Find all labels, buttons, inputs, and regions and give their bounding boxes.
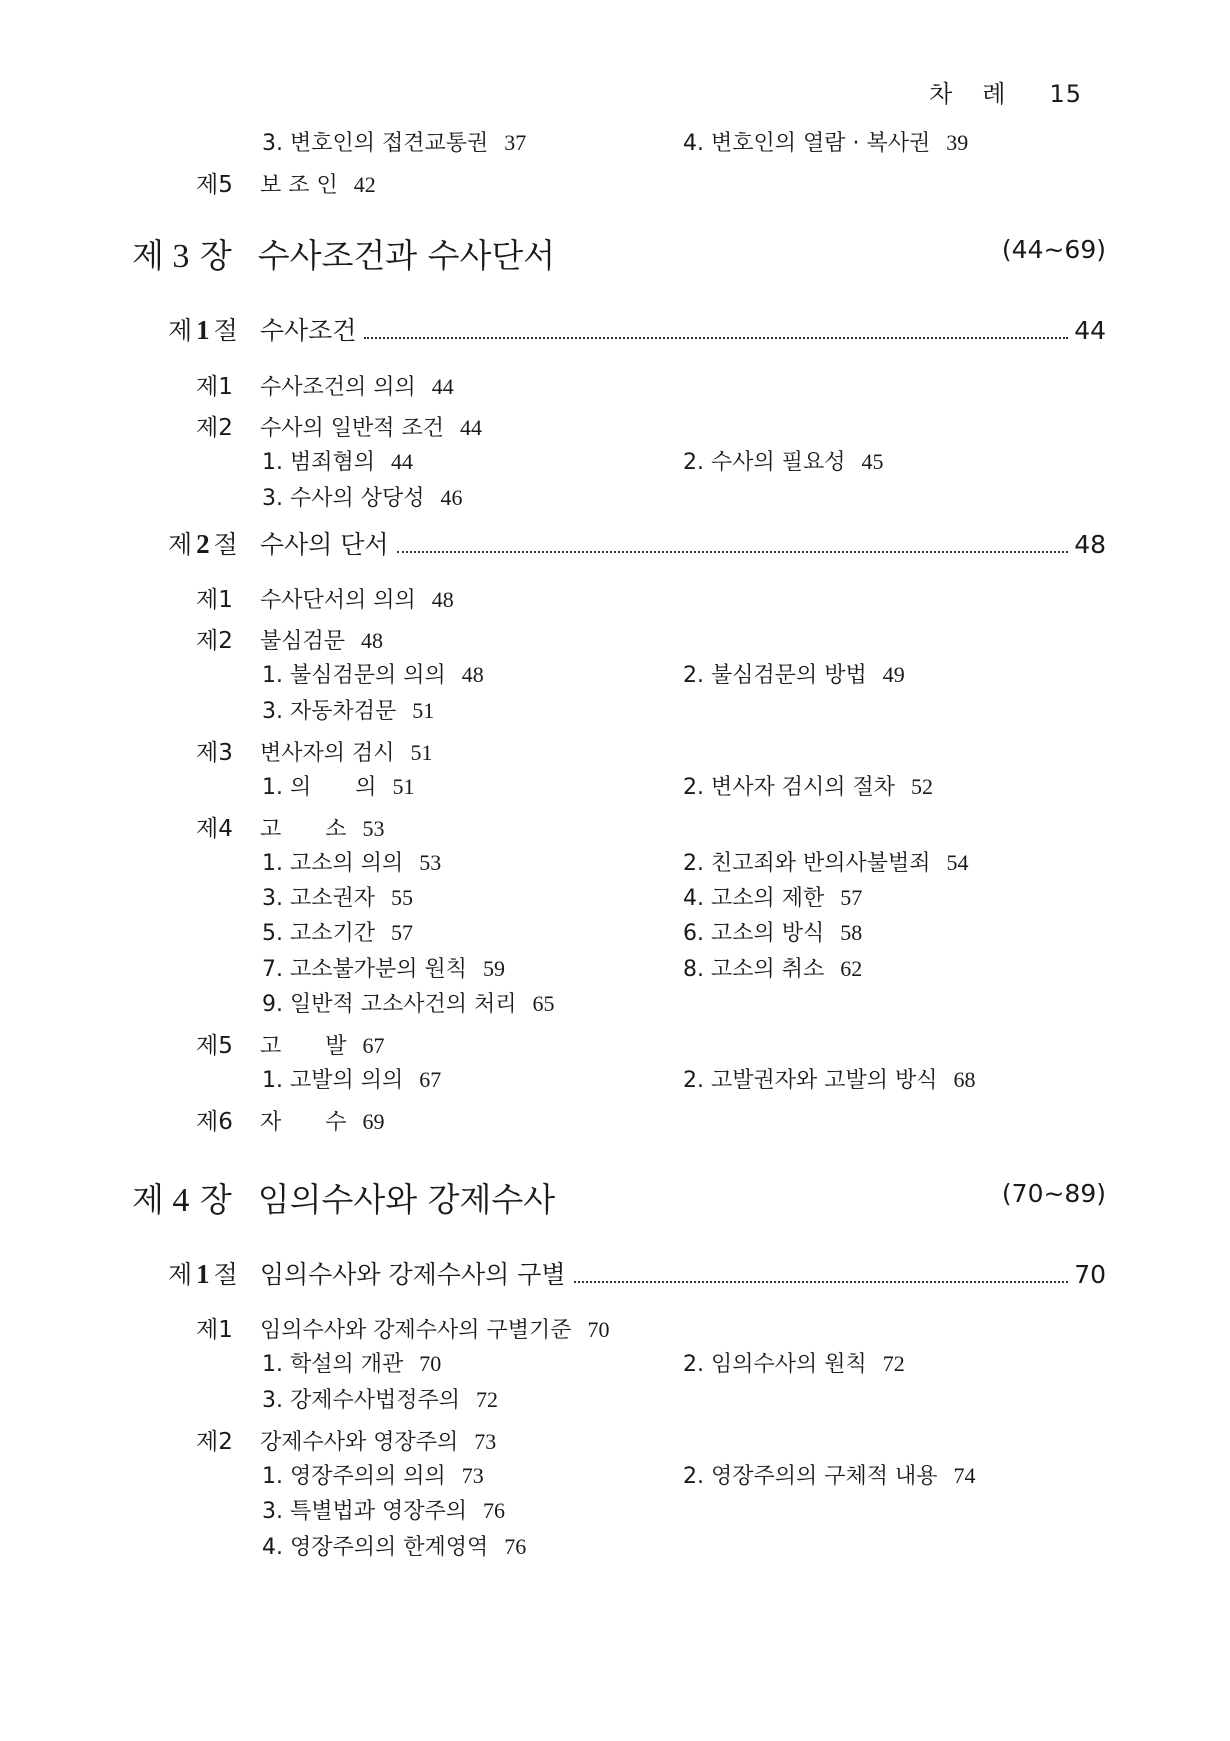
subitem-title: 3. 특별법과 영장주의: [262, 1499, 467, 1524]
section-label-suffix: 절: [213, 530, 238, 559]
section-label: [168, 1255, 238, 1291]
item-number: 제2: [196, 628, 233, 654]
toc-subitem[interactable]: [683, 881, 862, 912]
dot-leader: [397, 551, 1069, 553]
chapter-page-range: (70~89): [1001, 1179, 1106, 1208]
subitem-title: 3. 수사의 상당성: [262, 486, 425, 511]
section-heading[interactable]: [168, 311, 1106, 347]
subitem-page: 39: [946, 130, 969, 155]
subitem-page: 45: [861, 449, 884, 474]
subitem-page: 73: [461, 1463, 484, 1488]
toc-subitem[interactable]: [683, 770, 933, 801]
toc-subitem[interactable]: [683, 126, 968, 157]
section-label-suffix: 절: [213, 316, 238, 345]
subitem-title: 9. 일반적 고소사건의 처리: [262, 992, 517, 1017]
item-number: 제6: [196, 1109, 233, 1135]
subitem-title: 2. 임의수사의 원칙: [683, 1352, 867, 1377]
subitem-page: 51: [412, 698, 435, 723]
toc-item[interactable]: [196, 1103, 385, 1136]
toc-subitem[interactable]: [262, 846, 441, 877]
toc-subitem[interactable]: [262, 658, 484, 689]
subitem-title: 1. 영장주의의 의의: [262, 1464, 446, 1489]
toc-subitem[interactable]: [683, 952, 862, 983]
chapter-heading[interactable]: [132, 1174, 555, 1221]
toc-item[interactable]: [196, 810, 385, 843]
toc-subitem[interactable]: [262, 1530, 526, 1561]
section-title: 수사조건: [259, 316, 357, 345]
toc-subitem[interactable]: [262, 1063, 441, 1094]
item-number: 제2: [196, 415, 233, 441]
subitem-page: 62: [840, 956, 863, 981]
subitem-page: 49: [882, 662, 905, 687]
item-number: 제3: [196, 740, 233, 766]
section-page: 48: [1074, 530, 1106, 559]
subitem-title: 2. 변사자 검시의 절차: [683, 775, 895, 800]
toc-item[interactable]: [196, 1027, 385, 1060]
toc-item[interactable]: [196, 622, 383, 655]
subitem-page: 76: [483, 1498, 505, 1523]
subitem-title: 2. 영장주의의 구체적 내용: [683, 1464, 938, 1489]
toc-subitem[interactable]: [262, 1383, 498, 1414]
item-number: 제1: [196, 374, 233, 400]
toc-item[interactable]: [196, 1423, 496, 1456]
subitem-page: 67: [419, 1067, 442, 1092]
subitem-page: 44: [391, 449, 413, 474]
toc-subitem[interactable]: [262, 445, 413, 476]
subitem-title: 1. 불심검문의 의의: [262, 663, 446, 688]
chapter-title: 임의수사와 강제수사: [257, 1180, 556, 1219]
section-label-prefix: 제: [168, 530, 193, 559]
subitem-page: 53: [419, 850, 442, 875]
item-title: 수사의 일반적 조건: [260, 416, 445, 441]
item-number: 제5: [196, 1033, 233, 1059]
item-page: 48: [431, 587, 454, 612]
toc-subitem[interactable]: [262, 987, 555, 1018]
toc-item[interactable]: [196, 368, 454, 401]
toc-subitem[interactable]: [262, 770, 415, 801]
subitem-title: 1. 범죄혐의: [262, 450, 375, 475]
toc-item[interactable]: [196, 734, 433, 767]
item-number: 제2: [196, 1429, 233, 1455]
item-title: 수사단서의 의의: [260, 588, 416, 613]
subitem-page: 76: [504, 1534, 527, 1559]
subitem-title: 4. 고소의 제한: [683, 886, 825, 911]
subitem-title: 6. 고소의 방식: [683, 921, 825, 946]
item-number: 제1: [196, 587, 233, 613]
subitem-page: 57: [391, 920, 413, 945]
toc-subitem[interactable]: [683, 445, 884, 476]
section-label-prefix: 제: [168, 1260, 193, 1289]
subitem-page: 55: [391, 885, 413, 910]
subitem-title: 4. 변호인의 열람 · 복사권: [683, 131, 931, 156]
item-title: 변사자의 검시: [260, 741, 395, 766]
subitem-page: 51: [392, 774, 415, 799]
subitem-title: 1. 고발의 의의: [262, 1068, 404, 1093]
toc-subitem[interactable]: [262, 916, 413, 947]
subitem-page: 52: [911, 774, 933, 799]
subitem-title: 1. 학설의 개관: [262, 1352, 404, 1377]
item-page: 73: [474, 1429, 497, 1454]
toc-subitem[interactable]: [683, 916, 862, 947]
section-page: 70: [1074, 1260, 1106, 1289]
toc-item[interactable]: [196, 1311, 610, 1344]
toc-subitem[interactable]: [683, 1063, 976, 1094]
chapter-number: 3: [163, 238, 190, 275]
chapter-suffix: 장: [189, 1180, 232, 1219]
subitem-page: 37: [504, 130, 527, 155]
toc-subitem[interactable]: [262, 1494, 505, 1525]
item-number: 제1: [196, 1317, 233, 1343]
chapter-heading[interactable]: [132, 230, 555, 277]
running-head-title: 차례: [929, 80, 1036, 108]
chapter-title: 수사조건과 수사단서: [257, 236, 556, 275]
toc-subitem[interactable]: [683, 1459, 976, 1490]
section-label: [168, 311, 238, 347]
subitem-title: 1. 고소의 의의: [262, 851, 404, 876]
item-page: 69: [362, 1109, 385, 1134]
subitem-page: 65: [532, 991, 555, 1016]
item-page: 42: [353, 172, 376, 197]
chapter-number: 4: [163, 1182, 190, 1219]
subitem-title: 3. 고소권자: [262, 886, 375, 911]
item-title: 자 수: [260, 1110, 347, 1135]
item-page: 44: [431, 374, 454, 399]
toc-subitem[interactable]: [262, 694, 434, 725]
section-page: 44: [1074, 316, 1106, 345]
item-page: 48: [361, 628, 384, 653]
subitem-page: 57: [840, 885, 863, 910]
subitem-page: 70: [419, 1351, 442, 1376]
toc-subitem[interactable]: [262, 126, 526, 157]
item-title: 고 발: [260, 1034, 347, 1059]
dot-leader: [574, 1281, 1069, 1283]
subitem-page: 72: [882, 1351, 905, 1376]
chapter-label: 제: [132, 1180, 164, 1219]
subitem-page: 46: [440, 485, 463, 510]
subitem-title: 3. 자동차검문: [262, 699, 397, 724]
toc-subitem[interactable]: [262, 881, 413, 912]
subitem-page: 59: [483, 956, 505, 981]
chapter-page-range: (44~69): [1001, 235, 1106, 264]
item-title: 보 조 인: [260, 173, 338, 198]
section-number: 1: [196, 315, 210, 345]
subitem-title: 4. 영장주의의 한계영역: [262, 1535, 489, 1560]
chapter-suffix: 장: [189, 236, 232, 275]
subitem-title: 8. 고소의 취소: [683, 957, 825, 982]
item-title: 불심검문: [260, 629, 346, 654]
item-page: 44: [460, 415, 483, 440]
subitem-title: 7. 고소불가분의 원칙: [262, 957, 467, 982]
toc-subitem[interactable]: [683, 846, 969, 877]
section-number: 2: [196, 529, 210, 559]
section-title: 임의수사와 강제수사의 구별: [259, 1260, 566, 1289]
chapter-label: 제: [132, 236, 164, 275]
section-label-prefix: 제: [168, 316, 193, 345]
toc-subitem[interactable]: [683, 1347, 905, 1378]
toc-item[interactable]: [196, 166, 376, 199]
subitem-title: 2. 친고죄와 반의사불벌죄: [683, 851, 931, 876]
subitem-title: 2. 불심검문의 방법: [683, 663, 867, 688]
subitem-title: 5. 고소기간: [262, 921, 375, 946]
section-title: 수사의 단서: [259, 530, 389, 559]
subitem-page: 54: [946, 850, 969, 875]
subitem-page: 72: [476, 1387, 498, 1412]
subitem-title: 1. 의 의: [262, 775, 377, 800]
item-title: 고 소: [260, 817, 347, 842]
subitem-title: 3. 강제수사법정주의: [262, 1388, 460, 1413]
item-number: 제5: [196, 172, 233, 198]
running-head: [929, 74, 1082, 109]
toc-subitem[interactable]: [262, 481, 463, 512]
section-heading[interactable]: [168, 525, 1106, 561]
toc-subitem[interactable]: [262, 952, 505, 983]
toc-item[interactable]: [196, 409, 482, 442]
item-title: 수사조건의 의의: [260, 375, 416, 400]
item-title: 임의수사와 강제수사의 구별기준: [260, 1318, 572, 1343]
subitem-title: 3. 변호인의 접견교통권: [262, 131, 489, 156]
toc-subitem[interactable]: [262, 1347, 441, 1378]
subitem-page: 74: [953, 1463, 976, 1488]
section-label: [168, 525, 238, 561]
subitem-title: 2. 수사의 필요성: [683, 450, 846, 475]
toc-subitem[interactable]: [262, 1459, 484, 1490]
item-page: 51: [410, 740, 433, 765]
toc-subitem[interactable]: [683, 658, 905, 689]
subitem-page: 68: [953, 1067, 976, 1092]
item-number: 제4: [196, 816, 233, 842]
subitem-title: 2. 고발권자와 고발의 방식: [683, 1068, 938, 1093]
item-page: 70: [587, 1317, 610, 1342]
subitem-page: 58: [840, 920, 863, 945]
item-page: 67: [362, 1033, 385, 1058]
section-number: 1: [196, 1259, 210, 1289]
subitem-page: 48: [461, 662, 484, 687]
section-heading[interactable]: [168, 1255, 1106, 1291]
section-label-suffix: 절: [213, 1260, 238, 1289]
item-page: 53: [362, 816, 385, 841]
toc-item[interactable]: [196, 581, 454, 614]
dot-leader: [364, 337, 1068, 339]
item-title: 강제수사와 영장주의: [260, 1430, 459, 1455]
page-number: 15: [1049, 80, 1082, 108]
